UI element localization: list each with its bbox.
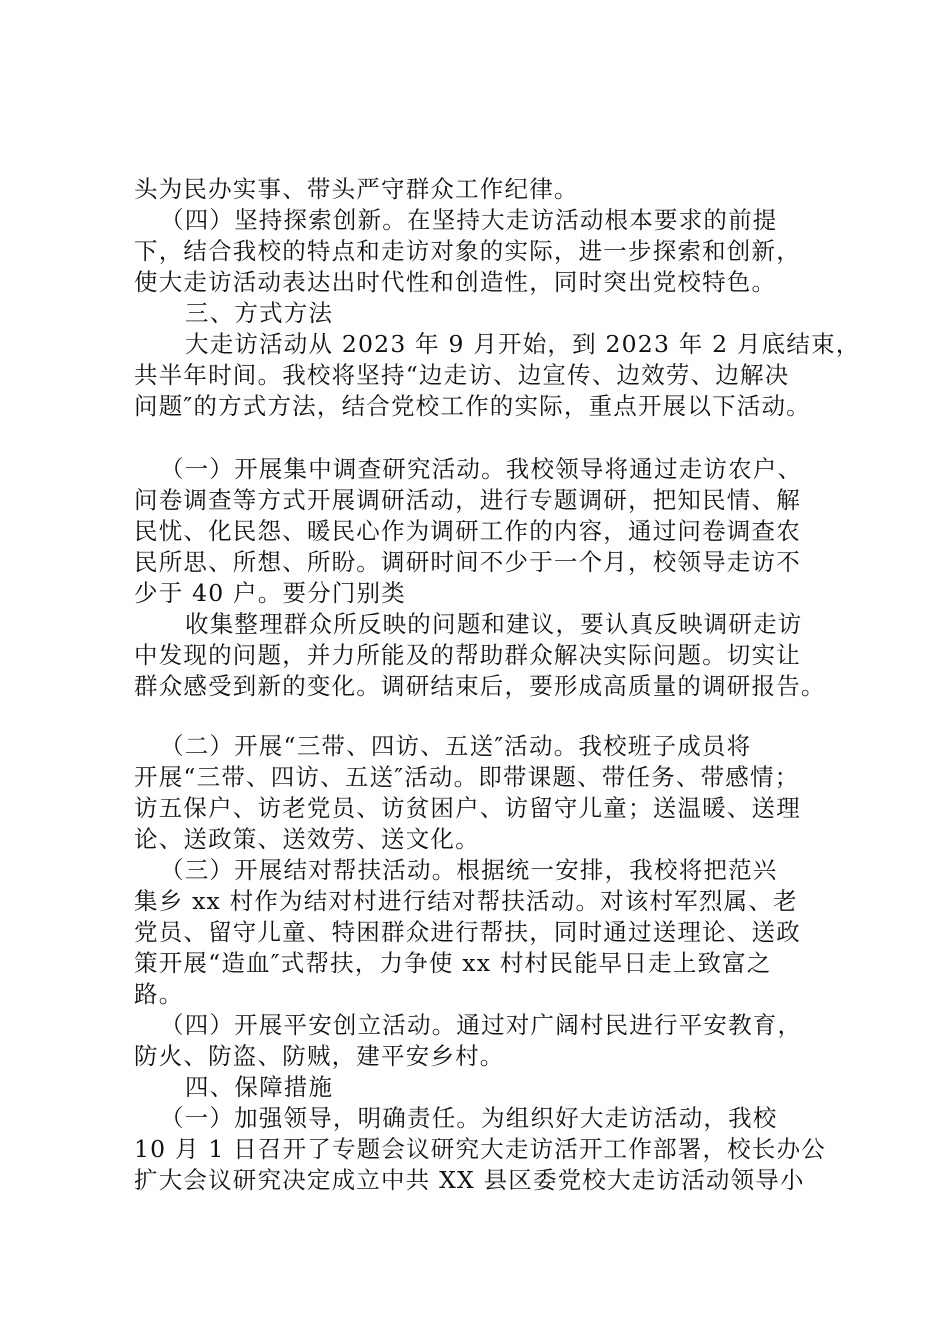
paragraph-line: 论、送政策、送效劳、送文化。 bbox=[134, 825, 480, 853]
paragraph-line: （二）开展“三带、四访、五送″活动。我校班子成员将 bbox=[160, 732, 752, 760]
paragraph-line: 问卷调查等方式开展调研活动，进行专题调研，把知民情、解 bbox=[134, 486, 801, 514]
paragraph-line: 开展“三带、四访、五送″活动。即带课题、带任务、带感情； bbox=[134, 763, 800, 791]
paragraph-line: 大走访活动从 2023 年 9 月开始，到 2023 年 2 月底结束， bbox=[185, 330, 861, 358]
paragraph-line: （一）开展集中调查研究活动。我校领导将通过走访农户、 bbox=[160, 455, 803, 483]
paragraph-line: 下，结合我校的特点和走访对象的实际，进一步探索和创新， bbox=[134, 237, 801, 265]
paragraph-line: 防火、防盗、防贼，建平安乡村。 bbox=[134, 1042, 505, 1070]
paragraph-line: （一）加强领导，明确责任。为组织好大走访活动，我校 bbox=[160, 1104, 778, 1132]
paragraph-line: 10 月 1 日召开了专题会议研究大走访活开工作部署，校长办公 bbox=[134, 1135, 826, 1163]
paragraph-line: 党员、留守儿童、特困群众进行帮扶，同时通过送理论、送政 bbox=[134, 918, 801, 946]
paragraph-line: （四）坚持探索创新。在坚持大走访活动根本要求的前提 bbox=[160, 206, 778, 234]
paragraph-line: 路。 bbox=[134, 980, 184, 1008]
paragraph-line: 问题″的方式方法，结合党校工作的实际，重点开展以下活动。 bbox=[134, 392, 811, 420]
paragraph-line: 集乡 xx 村作为结对村进行结对帮扶活动。对该村军烈属、老 bbox=[134, 887, 798, 915]
paragraph-line: 使大走访活动表达出时代性和创造性，同时突出党校特色。 bbox=[134, 268, 777, 296]
paragraph-line: 策开展“造血″式帮扶，力争使 xx 村村民能早日走上致富之 bbox=[134, 949, 772, 977]
section-heading: 四、保障措施 bbox=[185, 1073, 334, 1101]
paragraph-line: 中发现的问题，并力所能及的帮助群众解决实际问题。切实让 bbox=[134, 641, 801, 669]
paragraph-line: 民所思、所想、所盼。调研时间不少于一个月，校领导走访不 bbox=[134, 548, 801, 576]
paragraph-line: （三）开展结对帮扶活动。根据统一安排，我校将把范兴 bbox=[160, 856, 778, 884]
paragraph-line: 共半年时间。我校将坚持“边走访、边宣传、边效劳、边解决 bbox=[134, 361, 790, 389]
paragraph-line: 群众感受到新的变化。调研结束后，要形成高质量的调研报告。 bbox=[134, 672, 826, 700]
paragraph-line: （四）开展平安创立活动。通过对广阔村民进行平安教育， bbox=[160, 1011, 803, 1039]
paragraph-line: 少于 40 户。要分门别类 bbox=[134, 579, 406, 607]
paragraph-line: 访五保户、访老党员、访贫困户、访留守儿童；送温暖、送理 bbox=[134, 794, 801, 822]
section-heading: 三、方式方法 bbox=[185, 299, 334, 327]
paragraph-line: 扩大会议研究决定成立中共 XX 县区委党校大走访活动领导小 bbox=[134, 1166, 805, 1194]
paragraph-line: 收集整理群众所反映的问题和建议，要认真反映调研走访 bbox=[185, 610, 803, 638]
paragraph-line: 民忧、化民怨、暖民心作为调研工作的内容，通过问卷调查农 bbox=[134, 517, 801, 545]
paragraph-line: 头为民办实事、带头严守群众工作纪律。 bbox=[134, 175, 579, 203]
